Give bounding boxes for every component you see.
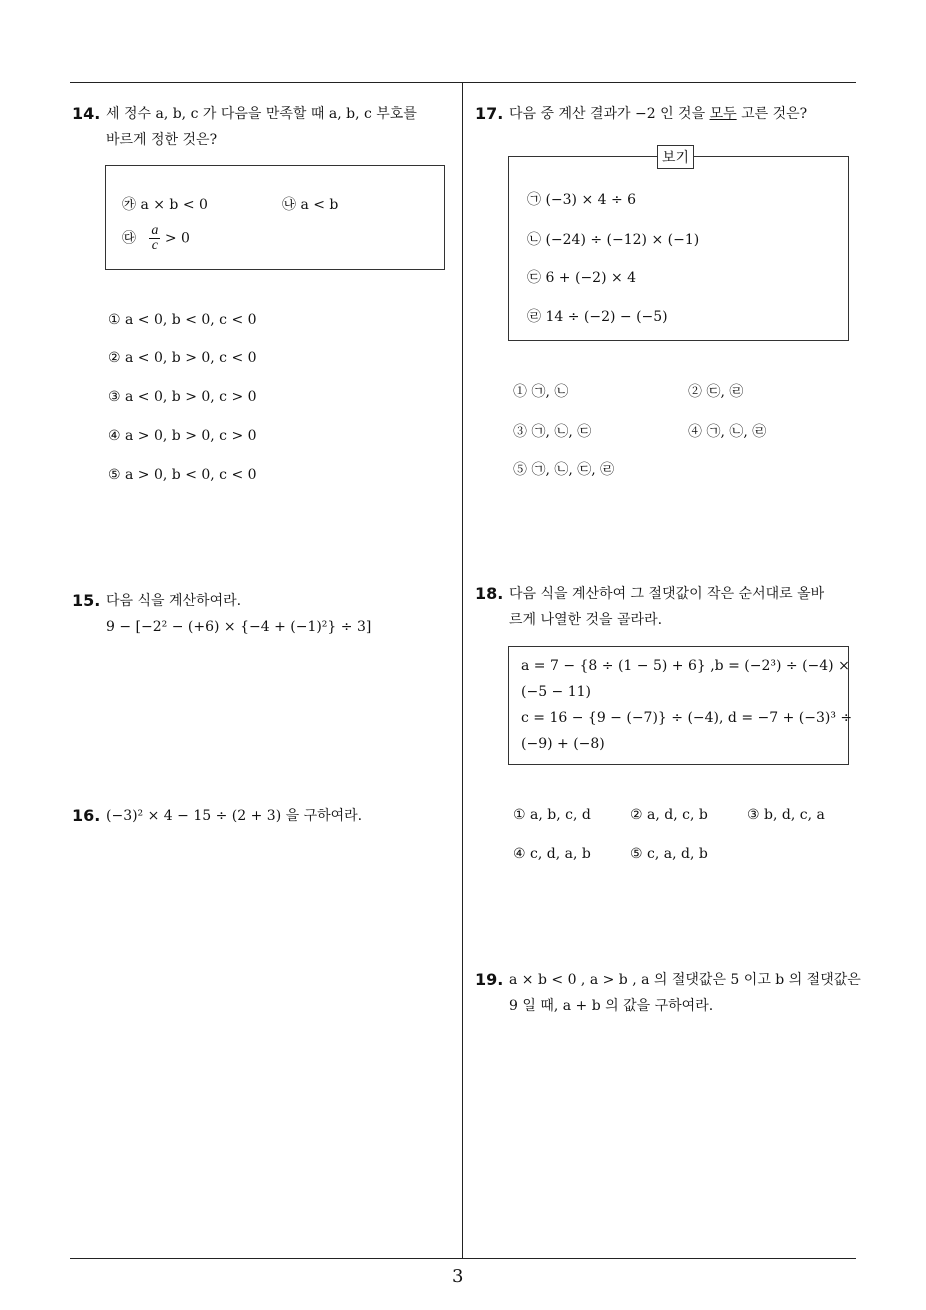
q17-choice-2[interactable]: ② ㉢, ㉣ [688, 384, 744, 400]
q17-text-pre: 다음 중 계산 결과가 −2 인 것을 [509, 106, 710, 122]
q17-bogi-title: 보기 [657, 145, 694, 169]
q14-choice-4[interactable]: ④ a > 0, b > 0, c > 0 [108, 428, 257, 444]
q14-condition-na: ㉯ a < b [282, 197, 339, 213]
page-number: 3 [452, 1266, 464, 1287]
q18-box-line-1: a = 7 − {8 ÷ (1 − 5) + 6} ,b = (−2³) ÷ (−4) × [521, 658, 850, 674]
q14-choice-1[interactable]: ① a < 0, b < 0, c < 0 [108, 312, 257, 328]
q16-number: 16. [72, 806, 101, 825]
q18-choice-3[interactable]: ③ b, d, c, a [747, 807, 825, 823]
q18-text-line2: 르게 나열한 것을 골라라. [509, 612, 663, 628]
q17-item-4: ㉣ 14 ÷ (−2) − (−5) [527, 309, 668, 325]
q14-text-line1: 세 정수 a, b, c 가 다음을 만족할 때 a, b, c 부호를 [106, 106, 417, 122]
q14-text-line2: 바르게 정한 것은? [106, 132, 218, 148]
q17-item-3: ㉢ 6 + (−2) × 4 [527, 270, 637, 286]
q18-box-line-2: (−5 − 11) [521, 684, 592, 700]
q14-fraction-denominator: c [151, 238, 158, 253]
q17-text-post: 고른 것은? [736, 106, 808, 122]
q17-item-2: ㉡ (−24) ÷ (−12) × (−1) [527, 232, 700, 248]
q15-expression: 9 − [−2² − (+6) × {−4 + (−1)²} ÷ 3] [106, 619, 372, 635]
q18-choice-5[interactable]: ⑤ c, a, d, b [630, 846, 708, 862]
q18-box-line-4: (−9) + (−8) [521, 736, 605, 752]
q19-text-line2: 9 일 때, a + b 의 값을 구하여라. [509, 998, 714, 1014]
q14-condition-da-rest: > 0 [164, 230, 190, 247]
q19-number: 19. [475, 970, 504, 989]
q18-box-line-3: c = 16 − {9 − (−7)} ÷ (−4), d = −7 + (−3)³ ÷ [521, 710, 853, 726]
q14-condition-da-mark: ㉰ [122, 230, 136, 247]
q18-choice-4[interactable]: ④ c, d, a, b [513, 846, 591, 862]
q14-choice-2[interactable]: ② a < 0, b > 0, c < 0 [108, 350, 257, 366]
q16-text: (−3)² × 4 − 15 ÷ (2 + 3) 을 구하여라. [106, 808, 363, 824]
q17-choice-3[interactable]: ③ ㉠, ㉡, ㉢ [513, 424, 592, 440]
q17-text [509, 101, 807, 127]
q15-number: 15. [72, 591, 101, 610]
bottom-rule [70, 1258, 856, 1259]
q17-item-1: ㉠ (−3) × 4 ÷ 6 [527, 192, 637, 208]
q14-fraction [149, 224, 160, 253]
top-rule [70, 82, 856, 83]
q18-choice-1[interactable]: ① a, b, c, d [513, 807, 591, 823]
q18-number: 18. [475, 584, 504, 603]
q14-condition-box [105, 165, 445, 270]
q17-number: 17. [475, 104, 504, 123]
q15-text-line1: 다음 식을 계산하여라. [106, 593, 242, 609]
q18-text-line1: 다음 식을 계산하여 그 절댓값이 작은 순서대로 올바 [509, 586, 825, 602]
q14-choice-5[interactable]: ⑤ a > 0, b < 0, c < 0 [108, 467, 257, 483]
q14-choice-3[interactable]: ③ a < 0, b > 0, c > 0 [108, 389, 257, 405]
q14-condition-da [122, 224, 190, 253]
q14-fraction-numerator: a [151, 223, 159, 238]
q17-choice-1[interactable]: ① ㉠, ㉡ [513, 384, 569, 400]
q18-choice-2[interactable]: ② a, d, c, b [630, 807, 708, 823]
column-divider [462, 82, 463, 1258]
q18-expression-box [508, 646, 853, 765]
q17-choice-5[interactable]: ⑤ ㉠, ㉡, ㉢, ㉣ [513, 462, 615, 478]
q14-number: 14. [72, 104, 101, 123]
q19-text-line1: a × b < 0 , a > b , a 의 절댓값은 5 이고 b 의 절댓값은 [509, 972, 861, 988]
q17-choice-4[interactable]: ④ ㉠, ㉡, ㉣ [688, 424, 767, 440]
q17-bogi-box [508, 156, 849, 341]
q17-text-underlined: 모두 [709, 106, 737, 122]
q14-condition-ga: ㉮ a × b < 0 [122, 197, 208, 213]
